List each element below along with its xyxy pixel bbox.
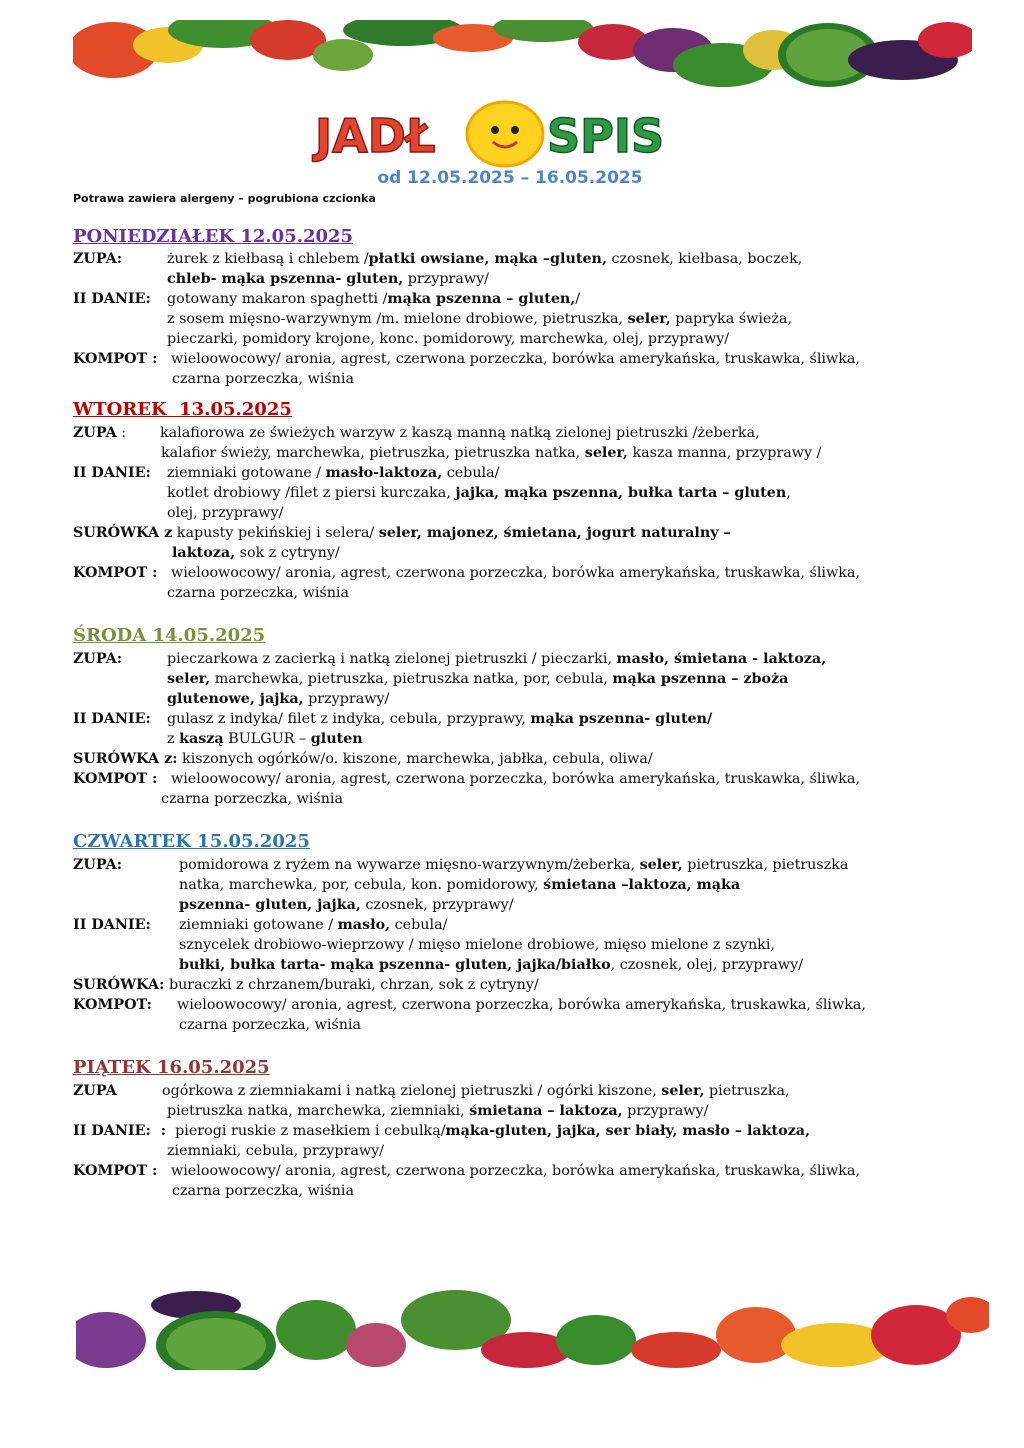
tuesday-danie-line3: olej, przyprawy/ xyxy=(167,505,284,521)
label-ii-danie: II DANIE: xyxy=(73,1123,151,1139)
thursday-zupa-line2: natka, marchewka, por, cebula, kon. pomidorowy, śmietana –laktoza, mąka xyxy=(179,877,741,893)
tuesday-danie-line1: II DANIE: ziemniaki gotowane / masło-laktoza, cebula/ xyxy=(73,465,500,481)
monday-danie-line2: z sosem mięsno-warzywnym /m. mielone drobiowe, pietruszka, seler, papryka świeża, xyxy=(167,311,792,327)
thursday-kompot-line1: KOMPOT: wieloowocowy/ aronia, agrest, czerwona porzeczka, borówka amerykańska, truskawka, śliwka, xyxy=(73,997,866,1013)
label-zupa: ZUPA xyxy=(73,1083,117,1099)
monday-danie-line3: pieczarki, pomidory krojone, konc. pomidorowy, marchewka, olej, przyprawy/ xyxy=(167,331,730,347)
vegetable-banner-bottom xyxy=(76,1290,989,1370)
label-zupa: ZUPA: xyxy=(73,857,122,873)
wednesday-zupa-line2: seler, marchewka, pietruszka, pietruszka natka, por, cebula, mąka pszenna – zboża xyxy=(167,671,789,687)
wednesday-danie-line1: II DANIE: gulasz z indyka/ filet z indyka, cebula, przyprawy, mąka pszenna- gluten/ xyxy=(73,711,713,727)
day-title-wednesday: ŚRODA 14.05.2025 xyxy=(73,625,266,646)
friday-danie-line1: II DANIE: : pierogi ruskie z masełkiem i cebulką/mąka-gluten, jajka, ser biały, masło – laktoza, xyxy=(73,1123,811,1139)
label-surowka: SURÓWKA: xyxy=(73,977,165,993)
date-range: od 12.05.2025 – 16.05.2025 xyxy=(377,168,643,188)
tuesday-kompot-line2: czarna porzeczka, wiśnia xyxy=(167,585,350,601)
thursday-zupa-line1: ZUPA: pomidorowa z ryżem na wywarze mięsno-warzywnym/żeberka, seler, pietruszka, pietruszka xyxy=(73,857,849,873)
monday-kompot-line1: KOMPOT : wieloowocowy/ aronia, agrest, czerwona porzeczka, borówka amerykańska, truskawka, śliwka, xyxy=(73,351,860,367)
friday-kompot-line2: czarna porzeczka, wiśnia xyxy=(172,1183,355,1199)
label-zupa: ZUPA: xyxy=(73,251,122,267)
label-ii-danie: II DANIE: xyxy=(73,917,151,933)
monday-zupa-line2: chleb- mąka pszenna- gluten, przyprawy/ xyxy=(167,271,489,287)
label-zupa: ZUPA xyxy=(73,425,117,441)
wednesday-surowka-line1: SURÓWKA z: kiszonych ogórków/o. kiszone, marchewka, jabłka, cebula, oliwa/ xyxy=(73,751,653,767)
wednesday-kompot-line2: czarna porzeczka, wiśnia xyxy=(161,791,344,807)
day-title-tuesday: WTOREK 13.05.2025 xyxy=(73,399,292,420)
tuesday-zupa-line1: ZUPA : kalafiorowa ze świeżych warzyw z kaszą manną natką zielonej pietruszki /żeberka, xyxy=(73,425,760,441)
label-kompot: KOMPOT : xyxy=(73,771,158,787)
friday-zupa-line2: pietruszka natka, marchewka, ziemniaki, śmietana – laktoza, przyprawy/ xyxy=(167,1103,709,1119)
thursday-danie-line1: II DANIE: ziemniaki gotowane / masło, cebula/ xyxy=(73,917,448,933)
wednesday-danie-line2: z kaszą BULGUR – gluten xyxy=(167,731,363,747)
label-kompot: KOMPOT: xyxy=(73,997,152,1013)
thursday-kompot-line2: czarna porzeczka, wiśnia xyxy=(179,1017,362,1033)
label-surowka: SURÓWKA z: xyxy=(73,751,178,767)
wednesday-zupa-line1: ZUPA: pieczarkowa z zacierką i natką zielonej pietruszki / pieczarki, masło, śmietana - laktoza, xyxy=(73,651,827,667)
friday-danie-line2: ziemniaki, cebula, przyprawy/ xyxy=(167,1143,385,1159)
friday-zupa-line1: ZUPA ogórkowa z ziemniakami i natką zielonej pietruszki / ogórki kiszone, seler, pietruszka, xyxy=(73,1083,790,1099)
label-ii-danie: II DANIE: xyxy=(73,291,151,307)
tuesday-surowka-line1: SURÓWKA z kapusty pekińskiej i selera/ seler, majonez, śmietana, jogurt naturalny – xyxy=(73,525,731,541)
monday-danie-line1: II DANIE: gotowany makaron spaghetti /mąka pszenna – gluten,/ xyxy=(73,291,581,307)
logo-text-right: SPIS xyxy=(547,109,665,163)
tuesday-danie-line2: kotlet drobiowy /filet z piersi kurczaka, jajka, mąka pszenna, bułka tarta – gluten, xyxy=(167,485,791,501)
label-ii-danie: II DANIE: xyxy=(73,465,151,481)
vegetables-illustration xyxy=(76,1290,989,1370)
label-kompot: KOMPOT : xyxy=(73,351,158,367)
day-title-monday: PONIEDZIAŁEK 12.05.2025 xyxy=(73,226,354,247)
jadlospis-logo xyxy=(255,100,755,170)
friday-kompot-line1: KOMPOT : wieloowocowy/ aronia, agrest, czerwona porzeczka, borówka amerykańska, truskawka, śliwka, xyxy=(73,1163,860,1179)
monday-zupa-line1: ZUPA: żurek z kiełbasą i chlebem /płatki owsiane, mąka –gluten, czosnek, kiełbasa, boczek, xyxy=(73,251,803,267)
label-ii-danie: II DANIE: xyxy=(73,711,151,727)
thursday-zupa-line3: pszenna- gluten, jajka, czosnek, przyprawy/ xyxy=(179,897,514,913)
allergen-note: Potrawa zawiera alergeny – pogrubiona czcionka xyxy=(73,192,376,205)
tuesday-zupa-line2: kalafior świeży, marchewka, pietruszka, pietruszka natka, seler, kasza manna, przyprawy / xyxy=(161,445,822,461)
label-zupa: ZUPA: xyxy=(73,651,122,667)
label-surowka: SURÓWKA z xyxy=(73,525,173,541)
wednesday-kompot-line1: KOMPOT : wieloowocowy/ aronia, agrest, czerwona porzeczka, borówka amerykańska, truskawka, śliwka, xyxy=(73,771,860,787)
logo-text-left: JADŁ xyxy=(315,109,436,163)
day-title-friday: PIĄTEK 16.05.2025 xyxy=(73,1057,270,1078)
day-title-thursday: CZWARTEK 15.05.2025 xyxy=(73,831,310,852)
label-kompot: KOMPOT : xyxy=(73,565,158,581)
label-kompot: KOMPOT : xyxy=(73,1163,158,1179)
thursday-danie-line2: sznycelek drobiowo-wieprzowy / mięso mielone drobiowe, mięso mielone z szynki, xyxy=(179,937,775,953)
thursday-danie-line3: bułki, bułka tarta- mąka pszenna- gluten, jajka/białko, czosnek, olej, przyprawy/ xyxy=(179,957,804,973)
thursday-surowka-line1: SURÓWKA: buraczki z chrzanem/buraki, chrzan, sok z cytryny/ xyxy=(73,977,539,993)
vegetable-banner-top xyxy=(73,20,972,88)
tuesday-surowka-line2: laktoza, sok z cytryny/ xyxy=(172,545,340,561)
wednesday-zupa-line3: glutenowe, jajka, przyprawy/ xyxy=(167,691,390,707)
monday-kompot-line2: czarna porzeczka, wiśnia xyxy=(172,371,355,387)
tuesday-kompot-line1: KOMPOT : wieloowocowy/ aronia, agrest, czerwona porzeczka, borówka amerykańska, truskawka, śliwka, xyxy=(73,565,860,581)
vegetables-illustration xyxy=(73,20,972,88)
